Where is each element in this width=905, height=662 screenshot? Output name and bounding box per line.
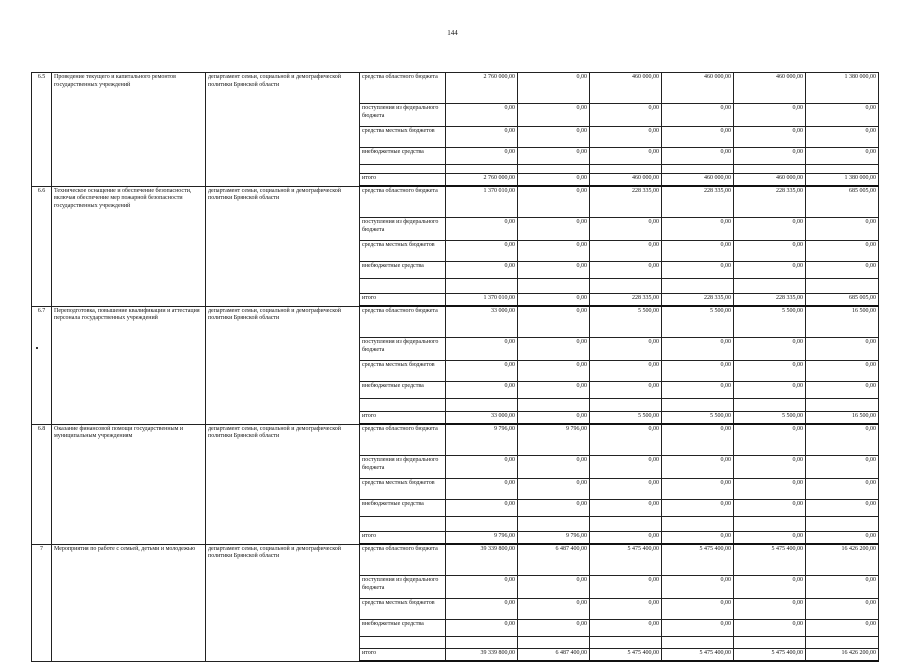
amount-cell: 0,00: [590, 241, 662, 262]
amount-cell: 0,00: [446, 620, 518, 637]
funding-source: средства местных бюджетов: [360, 479, 446, 500]
spacer-cell: [590, 637, 662, 649]
amount-cell: 0,00: [590, 479, 662, 500]
amount-cell: 0,00: [518, 479, 590, 500]
funding-source: средства местных бюджетов: [360, 361, 446, 382]
amount-cell: 0,00: [662, 338, 734, 361]
amount-cell: 228 335,00: [734, 186, 806, 218]
amount-cell: 33 000,00: [446, 306, 518, 338]
amount-cell: 39 339 800,00: [446, 544, 518, 576]
spacer-cell: [446, 279, 518, 294]
spacer-cell: [806, 399, 879, 412]
amount-cell: 0,00: [806, 241, 879, 262]
amount-cell: 5 475 400,00: [662, 544, 734, 576]
funding-source: внебюджетные средства: [360, 620, 446, 637]
amount-cell: 0,00: [806, 576, 879, 599]
amount-cell: 9 796,00: [518, 424, 590, 456]
amount-cell: 2 760 000,00: [446, 73, 518, 104]
spacer-cell: [518, 637, 590, 649]
funding-source: внебюджетные средства: [360, 500, 446, 517]
spacer-cell: [360, 165, 446, 174]
amount-cell: 0,00: [518, 174, 590, 187]
item-number: 7: [32, 544, 52, 661]
amount-cell: 0,00: [662, 127, 734, 148]
measure-name: Техническое оснащение и обеспечение безопасности, включая обеспечение мер пожарной безопасности государственных учреждений: [52, 186, 206, 306]
item-number: 6.6: [32, 186, 52, 306]
amount-cell: 0,00: [734, 479, 806, 500]
amount-cell: 0,00: [662, 361, 734, 382]
table-row: [32, 306, 879, 338]
page-number: 144: [447, 29, 458, 37]
amount-cell: 0,00: [446, 104, 518, 127]
amount-cell: 16 426 200,00: [806, 544, 879, 576]
amount-cell: 2 760 000,00: [446, 174, 518, 187]
amount-cell: 0,00: [518, 294, 590, 307]
amount-cell: 685 005,00: [806, 186, 879, 218]
amount-cell: 460 000,00: [590, 73, 662, 104]
amount-cell: 5 475 400,00: [734, 649, 806, 662]
amount-cell: 0,00: [518, 338, 590, 361]
executor: департамент семьи, социальной и демографической политики Брянской области: [206, 73, 360, 187]
amount-cell: 0,00: [662, 456, 734, 479]
amount-cell: 228 335,00: [590, 294, 662, 307]
amount-cell: 0,00: [518, 186, 590, 218]
amount-cell: 0,00: [590, 127, 662, 148]
amount-cell: 0,00: [806, 218, 879, 241]
amount-cell: 0,00: [446, 599, 518, 620]
amount-cell: 0,00: [590, 620, 662, 637]
amount-cell: 0,00: [734, 241, 806, 262]
amount-cell: 0,00: [662, 104, 734, 127]
amount-cell: 5 500,00: [662, 412, 734, 425]
funding-source: итого: [360, 649, 446, 662]
amount-cell: 0,00: [590, 599, 662, 620]
amount-cell: 0,00: [806, 382, 879, 399]
amount-cell: 0,00: [446, 361, 518, 382]
amount-cell: 0,00: [446, 479, 518, 500]
amount-cell: 0,00: [518, 104, 590, 127]
spacer-cell: [662, 517, 734, 532]
table-row: [32, 424, 879, 456]
amount-cell: 0,00: [446, 500, 518, 517]
amount-cell: 5 475 400,00: [590, 649, 662, 662]
amount-cell: 33 000,00: [446, 412, 518, 425]
amount-cell: 0,00: [734, 532, 806, 545]
spacer-cell: [662, 637, 734, 649]
spacer-cell: [734, 279, 806, 294]
amount-cell: 0,00: [806, 500, 879, 517]
funding-source: средства областного бюджета: [360, 544, 446, 576]
amount-cell: 0,00: [446, 456, 518, 479]
amount-cell: 9 796,00: [518, 532, 590, 545]
amount-cell: 0,00: [590, 576, 662, 599]
funding-source: поступления из федерального бюджета: [360, 104, 446, 127]
amount-cell: 0,00: [518, 576, 590, 599]
table-row: [32, 544, 879, 576]
amount-cell: 0,00: [734, 382, 806, 399]
amount-cell: 1 370 010,00: [446, 294, 518, 307]
amount-cell: 460 000,00: [662, 73, 734, 104]
spacer-cell: [590, 279, 662, 294]
amount-cell: 0,00: [446, 382, 518, 399]
amount-cell: 0,00: [518, 148, 590, 165]
amount-cell: 0,00: [590, 361, 662, 382]
amount-cell: 5 475 400,00: [590, 544, 662, 576]
spacer-cell: [446, 165, 518, 174]
amount-cell: 0,00: [734, 424, 806, 456]
amount-cell: 0,00: [590, 148, 662, 165]
amount-cell: 9 796,00: [446, 532, 518, 545]
amount-cell: 0,00: [518, 382, 590, 399]
amount-cell: 0,00: [806, 262, 879, 279]
amount-cell: 0,00: [662, 148, 734, 165]
funding-source: итого: [360, 174, 446, 187]
amount-cell: 0,00: [662, 500, 734, 517]
funding-source: средства областного бюджета: [360, 186, 446, 218]
item-number: 6.7: [32, 306, 52, 424]
amount-cell: 228 335,00: [734, 294, 806, 307]
spacer-cell: [734, 637, 806, 649]
amount-cell: 1 370 010,00: [446, 186, 518, 218]
amount-cell: 0,00: [734, 500, 806, 517]
amount-cell: 39 339 800,00: [446, 649, 518, 662]
amount-cell: 16 426 200,00: [806, 649, 879, 662]
amount-cell: 460 000,00: [662, 174, 734, 187]
funding-source: внебюджетные средства: [360, 148, 446, 165]
table-row: [32, 73, 879, 104]
amount-cell: 228 335,00: [590, 186, 662, 218]
spacer-cell: [518, 279, 590, 294]
amount-cell: 460 000,00: [590, 174, 662, 187]
amount-cell: 0,00: [446, 218, 518, 241]
funding-source: средства областного бюджета: [360, 424, 446, 456]
measure-name: Оказание финансовой помощи государственным и муниципальным учреждениям: [52, 424, 206, 544]
spacer-cell: [806, 637, 879, 649]
spacer-cell: [806, 165, 879, 174]
amount-cell: 0,00: [590, 532, 662, 545]
amount-cell: 0,00: [734, 456, 806, 479]
funding-source: средства местных бюджетов: [360, 127, 446, 148]
amount-cell: 0,00: [662, 599, 734, 620]
amount-cell: 0,00: [446, 338, 518, 361]
amount-cell: 0,00: [806, 532, 879, 545]
amount-cell: 0,00: [590, 262, 662, 279]
amount-cell: 0,00: [734, 148, 806, 165]
amount-cell: 0,00: [446, 241, 518, 262]
amount-cell: 0,00: [734, 104, 806, 127]
amount-cell: 0,00: [518, 306, 590, 338]
amount-cell: 0,00: [446, 148, 518, 165]
spacer-cell: [518, 399, 590, 412]
amount-cell: 0,00: [806, 424, 879, 456]
amount-cell: 6 487 400,00: [518, 649, 590, 662]
funding-source: итого: [360, 412, 446, 425]
amount-cell: 0,00: [518, 241, 590, 262]
amount-cell: 0,00: [806, 599, 879, 620]
amount-cell: 0,00: [806, 104, 879, 127]
amount-cell: 0,00: [734, 576, 806, 599]
amount-cell: 5 500,00: [662, 306, 734, 338]
table-row: [32, 186, 879, 218]
executor: департамент семьи, социальной и демографической политики Брянской области: [206, 424, 360, 544]
amount-cell: 0,00: [518, 127, 590, 148]
funding-source: поступления из федерального бюджета: [360, 576, 446, 599]
funding-source: итого: [360, 294, 446, 307]
spacer-cell: [590, 165, 662, 174]
amount-cell: 0,00: [806, 148, 879, 165]
amount-cell: 5 475 400,00: [662, 649, 734, 662]
amount-cell: 0,00: [734, 218, 806, 241]
amount-cell: 0,00: [518, 361, 590, 382]
amount-cell: 5 475 400,00: [734, 544, 806, 576]
amount-cell: 0,00: [446, 127, 518, 148]
amount-cell: 0,00: [806, 338, 879, 361]
budget-table-body: [32, 73, 879, 662]
spacer-cell: [518, 165, 590, 174]
amount-cell: 0,00: [662, 382, 734, 399]
spacer-cell: [734, 165, 806, 174]
amount-cell: 0,00: [446, 576, 518, 599]
amount-cell: 0,00: [806, 361, 879, 382]
amount-cell: 1 380 000,00: [806, 73, 879, 104]
spacer-cell: [662, 165, 734, 174]
amount-cell: 6 487 400,00: [518, 544, 590, 576]
measure-name: Мероприятия по работе с семьей, детьми и молодежью: [52, 544, 206, 661]
spacer-cell: [590, 517, 662, 532]
amount-cell: 0,00: [662, 218, 734, 241]
amount-cell: 0,00: [734, 361, 806, 382]
amount-cell: 0,00: [662, 532, 734, 545]
spacer-cell: [806, 279, 879, 294]
amount-cell: 5 500,00: [734, 306, 806, 338]
amount-cell: 0,00: [806, 620, 879, 637]
amount-cell: 0,00: [734, 620, 806, 637]
amount-cell: 0,00: [590, 424, 662, 456]
funding-source: поступления из федерального бюджета: [360, 338, 446, 361]
scan-dot: [36, 347, 38, 349]
amount-cell: 16 500,00: [806, 306, 879, 338]
amount-cell: 0,00: [590, 456, 662, 479]
measure-name: Переподготовка, повышение квалификации и аттестация персонала государственных учреждений: [52, 306, 206, 424]
amount-cell: 5 500,00: [590, 306, 662, 338]
amount-cell: 0,00: [518, 456, 590, 479]
spacer-cell: [446, 517, 518, 532]
spacer-cell: [734, 517, 806, 532]
amount-cell: 0,00: [518, 412, 590, 425]
spacer-cell: [590, 399, 662, 412]
amount-cell: 0,00: [518, 218, 590, 241]
measure-name: Проведение текущего и капитального ремонтов государственных учреждений: [52, 73, 206, 187]
amount-cell: 0,00: [734, 338, 806, 361]
spacer-cell: [806, 517, 879, 532]
amount-cell: 0,00: [446, 262, 518, 279]
item-number: 6.8: [32, 424, 52, 544]
spacer-cell: [360, 517, 446, 532]
amount-cell: 0,00: [518, 500, 590, 517]
amount-cell: 0,00: [734, 127, 806, 148]
spacer-cell: [662, 399, 734, 412]
funding-source: итого: [360, 532, 446, 545]
amount-cell: 0,00: [662, 576, 734, 599]
amount-cell: 0,00: [518, 599, 590, 620]
amount-cell: 0,00: [590, 338, 662, 361]
amount-cell: 460 000,00: [734, 73, 806, 104]
amount-cell: 0,00: [734, 599, 806, 620]
funding-source: средства областного бюджета: [360, 306, 446, 338]
executor: департамент семьи, социальной и демографической политики Брянской области: [206, 186, 360, 306]
amount-cell: 0,00: [590, 104, 662, 127]
executor: департамент семьи, социальной и демографической политики Брянской области: [206, 544, 360, 661]
amount-cell: 5 500,00: [734, 412, 806, 425]
funding-source: внебюджетные средства: [360, 262, 446, 279]
spacer-cell: [734, 399, 806, 412]
funding-source: поступления из федерального бюджета: [360, 456, 446, 479]
spacer-cell: [360, 279, 446, 294]
amount-cell: 5 500,00: [590, 412, 662, 425]
amount-cell: 228 335,00: [662, 294, 734, 307]
amount-cell: 460 000,00: [734, 174, 806, 187]
spacer-cell: [446, 637, 518, 649]
spacer-cell: [446, 399, 518, 412]
item-number: 6.5: [32, 73, 52, 187]
amount-cell: 0,00: [590, 500, 662, 517]
amount-cell: 16 500,00: [806, 412, 879, 425]
amount-cell: 0,00: [590, 218, 662, 241]
amount-cell: 0,00: [518, 620, 590, 637]
amount-cell: 0,00: [590, 382, 662, 399]
amount-cell: 0,00: [734, 262, 806, 279]
amount-cell: 0,00: [662, 241, 734, 262]
amount-cell: 685 005,00: [806, 294, 879, 307]
executor: департамент семьи, социальной и демографической политики Брянской области: [206, 306, 360, 424]
spacer-cell: [662, 279, 734, 294]
amount-cell: 0,00: [518, 262, 590, 279]
amount-cell: 0,00: [662, 424, 734, 456]
spacer-cell: [360, 637, 446, 649]
amount-cell: 0,00: [518, 73, 590, 104]
amount-cell: 228 335,00: [662, 186, 734, 218]
amount-cell: 0,00: [806, 127, 879, 148]
amount-cell: 0,00: [662, 262, 734, 279]
funding-source: поступления из федерального бюджета: [360, 218, 446, 241]
funding-source: средства местных бюджетов: [360, 599, 446, 620]
amount-cell: 9 796,00: [446, 424, 518, 456]
funding-source: внебюджетные средства: [360, 382, 446, 399]
spacer-cell: [360, 399, 446, 412]
amount-cell: 0,00: [662, 479, 734, 500]
amount-cell: 0,00: [662, 620, 734, 637]
spacer-cell: [518, 517, 590, 532]
budget-table: [31, 72, 879, 662]
funding-source: средства областного бюджета: [360, 73, 446, 104]
amount-cell: 0,00: [806, 479, 879, 500]
funding-source: средства местных бюджетов: [360, 241, 446, 262]
amount-cell: 1 380 000,00: [806, 174, 879, 187]
amount-cell: 0,00: [806, 456, 879, 479]
